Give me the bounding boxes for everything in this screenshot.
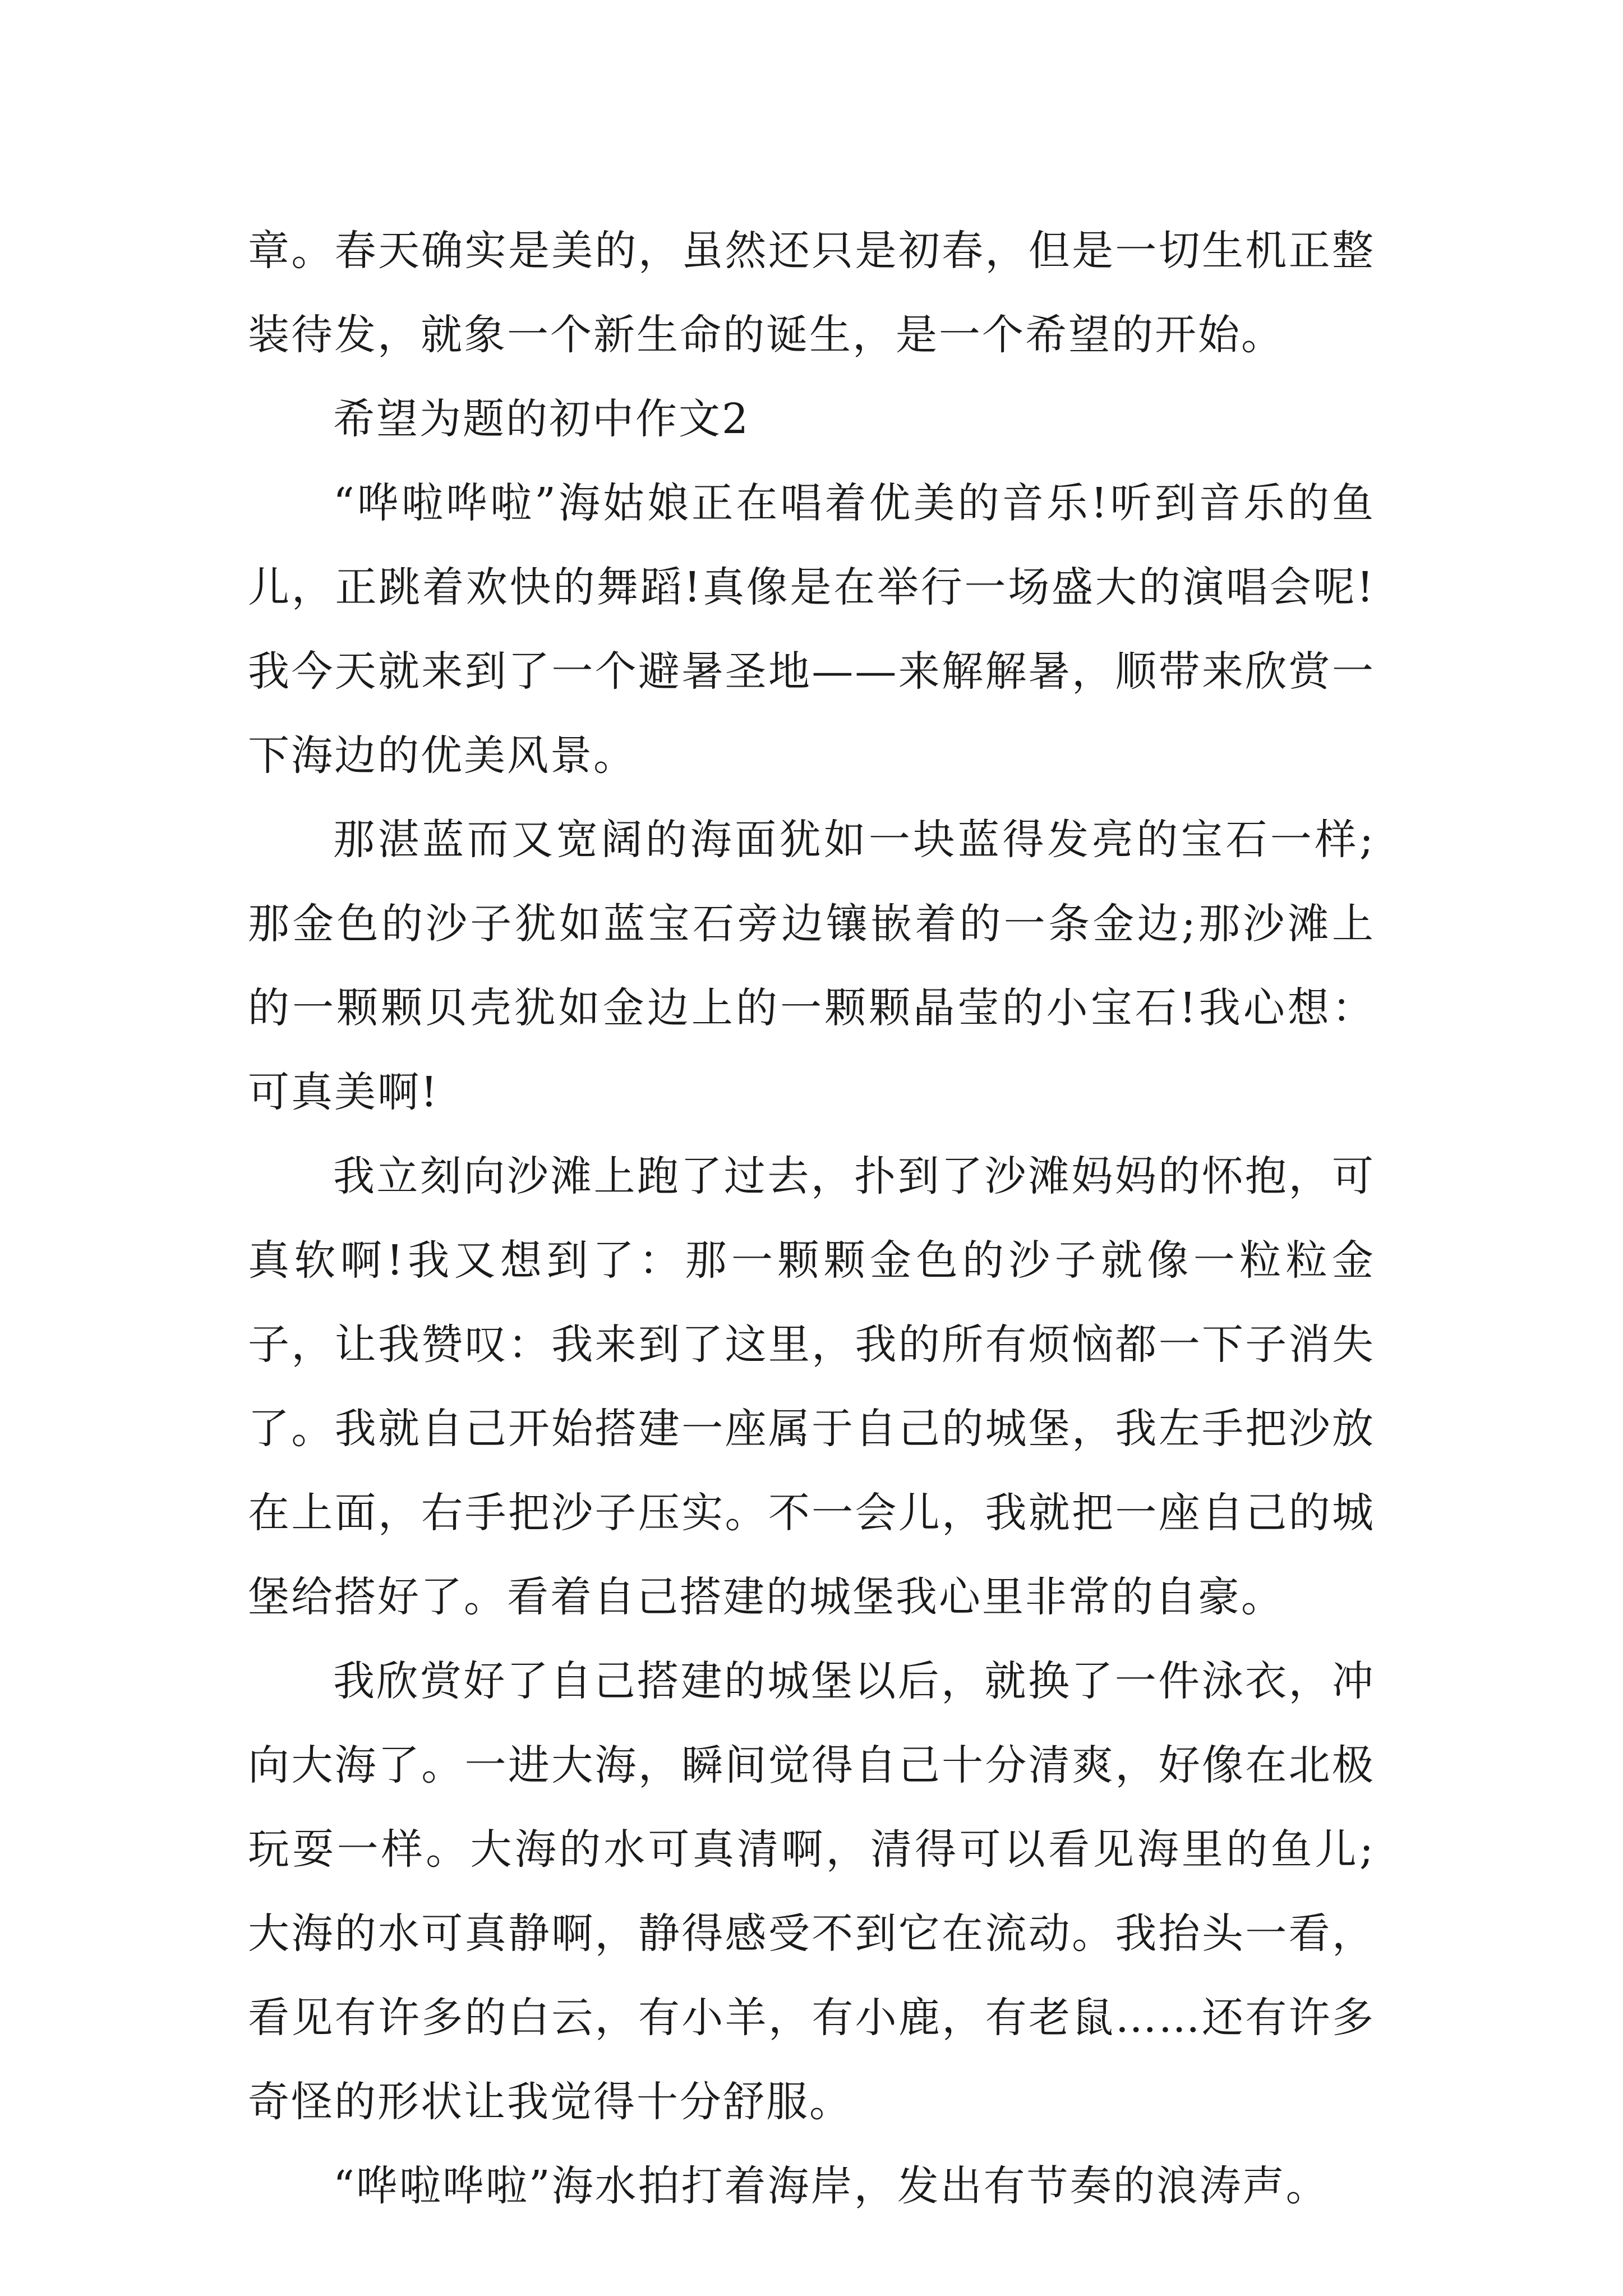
document-body xyxy=(248,209,1375,2228)
paragraph-5: 我欣赏好了自己搭建的城堡以后，就换了一件泳衣，冲向大海了。一进大海，瞬间觉得自己十分清爽，好像在北极玩耍一样。大海的水可真清啊，清得可以看见海里的鱼儿;大海的水可真静啊，静得感受不到它在流动。我抬头一看，看见有许多的白云，有小羊，有小鹿，有老鼠……还有许多奇怪的形状让我觉得十分舒服。 xyxy=(248,1657,1375,2126)
section-heading: 希望为题的初中作文2 xyxy=(333,395,750,443)
paragraph-2: “哗啦哗啦”海姑娘正在唱着优美的音乐!听到音乐的鱼儿，正跳着欢快的舞蹈!真像是在举行一场盛大的演唱会呢!我今天就来到了一个避暑圣地——来解解暑，顺带来欣赏一下海边的优美风景。 xyxy=(248,479,1375,780)
paragraph-6: “哗啦哗啦”海水拍打着海岸，发出有节奏的浪涛声。 xyxy=(333,2162,1329,2210)
paragraph-1: 章。春天确实是美的，虽然还只是初春，但是一切生机正整装待发，就象一个新生命的诞生，是一个希望的开始。 xyxy=(248,227,1375,359)
paragraph-3: 那湛蓝而又宽阔的海面犹如一块蓝得发亮的宝石一样;那金色的沙子犹如蓝宝石旁边镶嵌着的一条金边;那沙滩上的一颗颗贝壳犹如金边上的一颗颗晶莹的小宝石!我心想：可真美啊! xyxy=(248,816,1375,1116)
paragraph-4: 我立刻向沙滩上跑了过去，扑到了沙滩妈妈的怀抱，可真软啊!我又想到了：那一颗颗金色的沙子就像一粒粒金子，让我赞叹：我来到了这里，我的所有烦恼都一下子消失了。我就自己开始搭建一座属于自己的城堡，我左手把沙放在上面，右手把沙子压实。不一会儿，我就把一座自己的城堡给搭好了。看着自己搭建的城堡我心里非常的自豪。 xyxy=(248,1152,1375,1621)
